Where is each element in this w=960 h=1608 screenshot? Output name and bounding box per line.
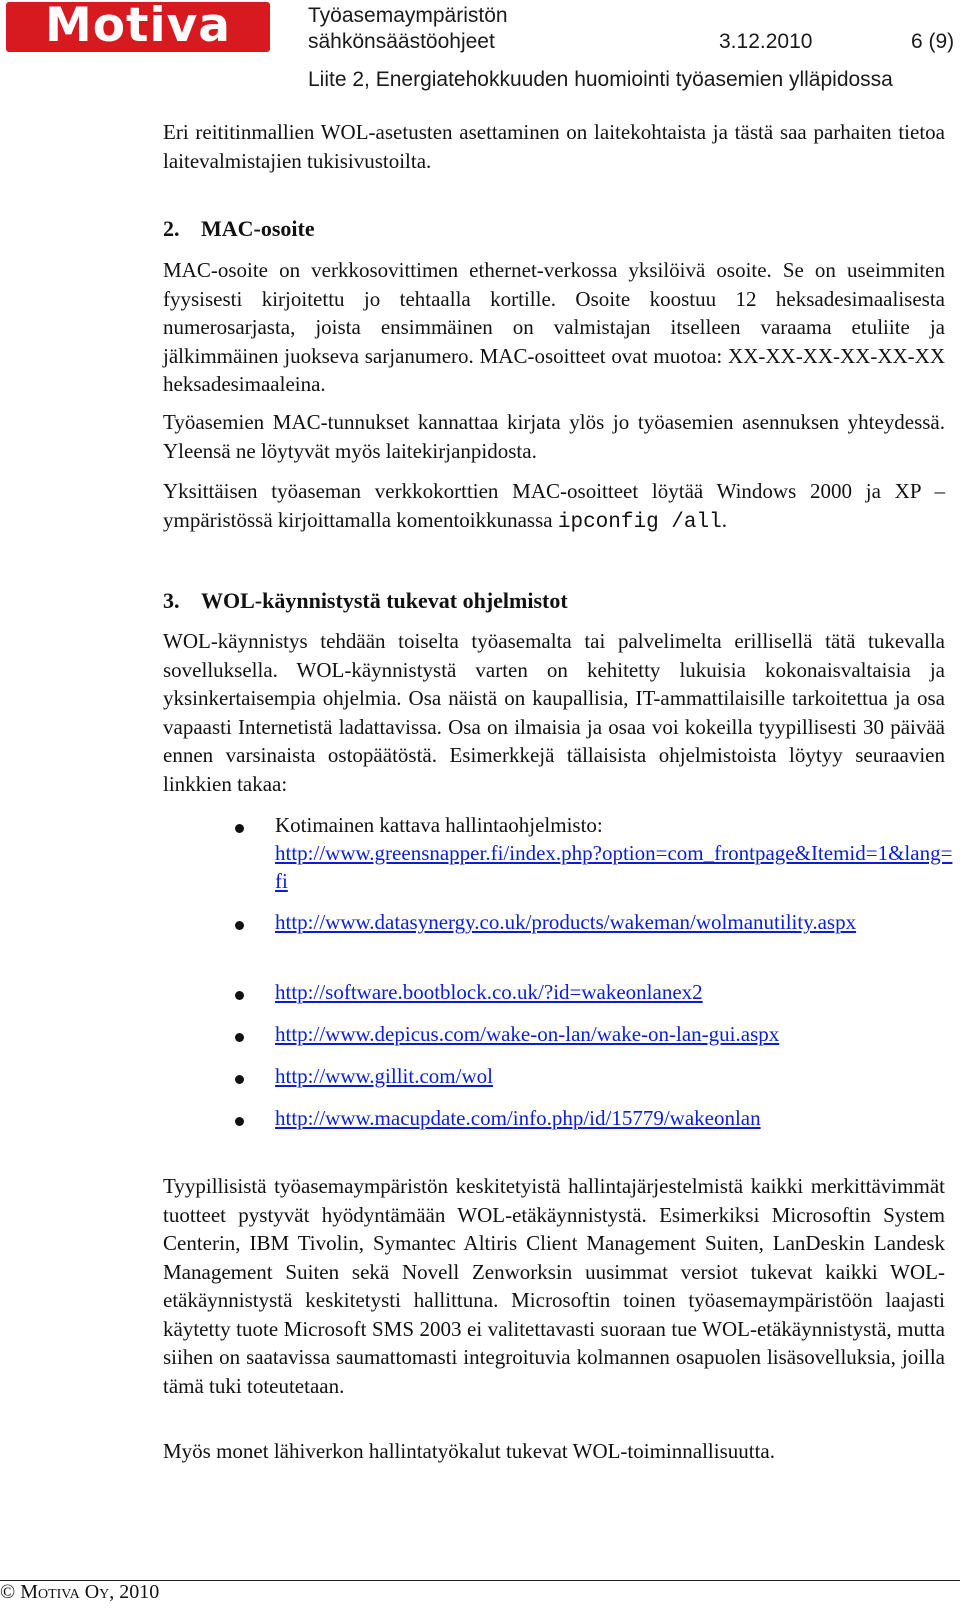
footer: © Motiva Oy, 2010 (0, 1581, 160, 1603)
copyright-symbol: © (0, 1581, 16, 1603)
list-item (275, 811, 955, 895)
section-2-paragraph-3 (163, 477, 945, 537)
section-3-paragraph-3: Myös monet lähiverkon hallintatyökalut tukevat WOL-toiminnallisuutta. (163, 1439, 776, 1463)
list-bullet (235, 1075, 244, 1084)
section-3-paragraph-2: Tyypillisistä työasemaympäristön keskitetyistä hallintajärjestelmistä kaikki merkittävimmät tuotteet pystyvät hyödyntämään WOL-etäkäynnistystä. Esimerkiksi Microsoftin System Centerin, IBM Tivolin, Symantec Altiris Client Management Suiten, LanDeskin Landesk Management Suiten sekä Novell Zenworksin uusimmat versiot tukevat kaikki WOL-etäkäynnistystä keskitetysti hallittuna. Microsoftin toinen työasemaympäristöön laajasti käytetty tuote Microsoft SMS 2003 ei valitettavasti suoraan tue WOL-etäkäynnistystä, mutta siihen on saatavissa saumattomasti integroituvia kolmannen osapuolen lisäsovelluksia, joilla tämä tuki toteutetaan. (163, 1174, 945, 1398)
header-page-number: 6 (9) (911, 30, 955, 53)
list-item-label: Kotimainen kattava hallintaohjelmisto: (275, 813, 603, 837)
header-title-line2: sähkönsäästöohjeet (308, 30, 495, 53)
section-2-paragraph-2: Työasemien MAC-tunnukset kannattaa kirjata ylös jo työasemien asennuksen yhteydessä. Yleensä ne löytyvät myös laitekirjanpidosta. (163, 410, 945, 463)
intro-paragraph: Eri reititinmallien WOL-asetusten asettaminen on laitekohtaista ja tästä saa parhaiten tietoa laitevalmistajien tukisivustoilta. (163, 120, 945, 173)
section-2-title: MAC-osoite (201, 216, 315, 241)
list-bullet (235, 1117, 244, 1126)
section-2-paragraph-3-text: Yksittäisen työaseman verkkokorttien MAC-osoitteet löytää Windows 2000 ja XP –ympäristössä kirjoittamalla komentoikkunassa (163, 479, 945, 532)
section-3-title: WOL-käynnistystä tukevat ohjelmistot (201, 588, 568, 613)
footer-company: Motiva Oy (20, 1581, 110, 1603)
link-bootblock[interactable]: http://software.bootblock.co.uk/?id=wakeonlanex2 (275, 980, 703, 1004)
header-title-line1: Työasemaympäristön (308, 4, 508, 27)
list-bullet (235, 1033, 244, 1042)
list-item (275, 1020, 955, 1048)
footer-year: 2010 (119, 1581, 160, 1603)
list-bullet (235, 921, 244, 930)
header-date: 3.12.2010 (719, 30, 813, 53)
list-item (275, 908, 955, 936)
section-3-heading (163, 588, 568, 614)
motiva-logo (6, 2, 270, 52)
ipconfig-command: ipconfig /all (557, 510, 722, 534)
section-2-number: 2. (163, 216, 180, 241)
link-datasynergy[interactable]: http://www.datasynergy.co.uk/products/wakeman/wolmanutility.aspx (275, 910, 857, 934)
list-bullet (235, 991, 244, 1000)
link-greensnapper[interactable]: http://www.greensnapper.fi/index.php?option=com_frontpage&Itemid=1&lang=fi (275, 841, 953, 893)
link-macupdate[interactable]: http://www.macupdate.com/info.php/id/15779/wakeonlan (275, 1106, 761, 1130)
list-item (275, 978, 955, 1006)
section-3-paragraph-1: WOL-käynnistys tehdään toiselta työasemalta tai palvelimelta erillisellä tätä tukevalla sovelluksella. WOL-käynnistystä varten on kehitetty lukuisia kokonaisvaltaisia ja yksinkertaisempia ohjelmia. Osa näistä on kaupallisia, IT-ammattilaisille tarkoitettua ja osa vapaasti Internetistä ladattavissa. Osa on ilmaisia ja osaa voi kokeilla tyypillisesti 30 päivää ennen varsinaista ostopäätöstä. Esimerkkejä tällaisista ohjelmistoista löytyy seuraavien linkkien takaa: (163, 629, 945, 796)
link-gillit[interactable]: http://www.gillit.com/wol (275, 1064, 493, 1088)
list-bullet (235, 824, 244, 833)
logo-text: Motiva (45, 2, 231, 52)
section-2-paragraph-3-end: . (721, 507, 727, 532)
header-subtitle: Liite 2, Energiatehokkuuden huomiointi työasemien ylläpidossa (308, 68, 893, 91)
section-2-heading (163, 216, 315, 242)
link-depicus[interactable]: http://www.depicus.com/wake-on-lan/wake-on-lan-gui.aspx (275, 1022, 780, 1046)
section-2-paragraph-1: MAC-osoite on verkkosovittimen ethernet-verkossa yksilöivä osoite. Se on useimmiten fyysisesti kirjoitettu jo tehtaalla kortille. Osoite koostuu 12 heksadesimaalisesta numerosarjasta, joista ensimmäinen on valmistajan itselleen varaama etuliite ja jälkimmäinen juokseva sarjanumero. MAC-osoitteet ovat muotoa: XX-XX-XX-XX-XX-XX heksadesimaaleina. (163, 258, 945, 396)
section-3-number: 3. (163, 588, 180, 613)
list-item (275, 1062, 955, 1090)
list-item (275, 1104, 955, 1132)
